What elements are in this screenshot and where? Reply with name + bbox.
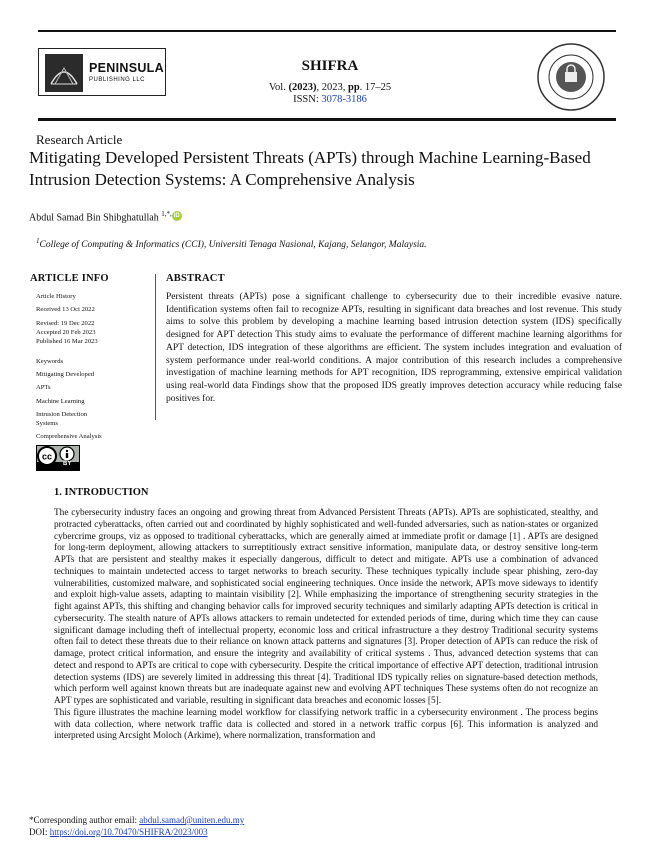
publisher-name: PENINSULA [89, 61, 164, 75]
article-history-label: Article History [36, 293, 76, 300]
volume-line: Vol. (2023), 2023, pp. 17–25 [268, 82, 392, 93]
section-heading-introduction: 1. INTRODUCTION [54, 487, 149, 498]
column-divider [155, 274, 156, 420]
revised-date: Revised: 19 Dec 2022 [36, 320, 95, 327]
author-email-link[interactable]: abdul.samad@uniten.edu.my [139, 815, 245, 825]
doi-link[interactable]: https://doi.org/10.70470/SHIFRA/2023/003 [49, 826, 208, 837]
issn-line: ISSN: 3078-3186 [293, 94, 367, 105]
accepted-date: Accepted 20 Feb 2023 [36, 329, 96, 336]
journal-name: SHIFRA [301, 58, 359, 74]
issn-link[interactable]: 3078-3186 [321, 94, 367, 105]
publisher-logo [38, 48, 166, 96]
keywords-label: Keywords [36, 358, 64, 365]
affiliation: $^1$College of Computing & Informatics (CCI), Universiti Tenaga Nasional, Kajang, Selangor, Malaysia. [36, 237, 427, 251]
cc-license-icon[interactable] [36, 445, 80, 471]
paragraph: This figure illustrates the machine learning model workflow for classifying network traffic in a cybersecurity environment . The process begins with data collection, where network traffic data is collected and stored in a network traffic corpus [6]. This information is analyzed and interpreted using Arcsight Moloch (Arkime), where normalization, transformation and [54, 707, 598, 742]
abstract-text: Persistent threats (APTs) pose a significant challenge to cybersecurity due to their incredible evasive nature. Identification systems often fail to recognize APTs, resulting in significant data breaches and lost revenue. This study aims to solve this problem by developing a machine learning based intrusion detection system (IDS) specifically designed for APT detection This study aims to evaluate the performance of different machine learning algorithms for APT detection, IDS integration of these algorithms are efficient. The system includes integration and evaluation of system performance under real-world conditions. A major contribution of this research includes a comprehensive investigation of machine learning methods for APT recognition, IDS reprogramming, extensive empirical validation using real-world data Findings show that the proposed IDS greatly improves detection accuracy while reducing false positives for. [166, 292, 622, 404]
publisher-logo-mark-icon [45, 54, 83, 92]
article-info-heading: ARTICLE INFO [30, 273, 109, 284]
footnote [29, 815, 244, 838]
header-rule [38, 118, 616, 121]
paragraph: The cybersecurity industry faces an ongoing and growing threat from Advanced Persistent Threats (APTs). APTs are sophisticated, stealthy, and protracted cyberattacks, often carried out and coordinated by highly sophisticated and well-funded adversaries, such as nation-states or organized cybercrime groups, viz as opposed to traditional cyberattacks, which are generally aimed at immediate profit or damage [1] . APTs are designed for long-term deployment, allowing attackers to surreptitiously extract sensitive information, manipulate data, or destroy sensitive long-term APTs that are persistent and stealthy makes it especially dangerous, difficult to detect and mitigate. APTs use a combination of advanced techniques to maintain undetected access to target networks to breach security. These techniques typically include spear phishing, zero-day vulnerabilities, customized malware, and sophisticated social engineering techniques. Once inside the network, APTs move sideways to identify and exploit high-value assets, adapting to maintain visibility [2]. While emphasizing the importance of strengthening security strategies in the fight against APTs, this shifting and changing behavior calls for improved security techniques and similarly adapting APTs detection is critical in cybersecurity. The stealth nature of APTs allows attackers to remain undetected for extended periods of time, during which time they can cause significant damage including theft of intellectual property, economic loss and critical infrastructure a they destroy Traditional security systems often fail to detect these threats due to their reliance on known attack patterns and signatures [3]. Proper detection of APTs can reduce the risk of damage, protect critical information, and ensure the integrity and availability of critical systems . Thus, advanced detection systems that can detect and respond to APTs are critical to cope with cybersecurity. Despite the critical importance of effective APT detection, traditional intrusion detection systems (IDS) are severely limited in addressing this threat [4]. Traditional IDS typically relies on signature-based detection methods, which perform well against known threats but are inadequate against new and evolving APT techniques These systems often do not recognize an APT types are sophisticated and variable, resulting in significant data breaches and economic losses [5]. [54, 508, 598, 706]
journal-header [200, 58, 460, 105]
article-title: Mitigating Developed Persistent Threats (APTs) through Machine Learning-Based Intrusion Detection Systems: A Comprehensive Analysis [29, 148, 591, 189]
top-rule [38, 30, 616, 32]
publisher-subname: PUBLISHING LLC [89, 77, 146, 83]
abstract-heading: ABSTRACT [166, 273, 225, 284]
keyword-item: Comprehensive Analysis [36, 433, 102, 440]
introduction-body [54, 508, 598, 743]
author-line [29, 210, 182, 223]
keyword-item: Machine Learning [36, 398, 85, 405]
corresponding-author: *Corresponding author email: abdul.samad@uniten.edu.my [29, 815, 245, 825]
keyword-item: Mitigating Developed [36, 371, 95, 378]
svg-text:cc: cc [41, 451, 53, 462]
received-date: Received 13 Oct 2022 [36, 306, 95, 313]
author-marks: 1,*, [161, 210, 172, 218]
doi-line: DOI: https://doi.org/10.70470/SHIFRA/2023/003 [29, 826, 208, 837]
orcid-icon[interactable]: iD [173, 213, 180, 220]
keyword-item: APTs [36, 384, 51, 391]
cc-by-label: BY [63, 461, 72, 467]
author-name: Abdul Samad Bin Shibghatullah [29, 212, 162, 224]
published-date: Published 16 Mar 2023 [36, 338, 98, 345]
keyword-item: Intrusion Detection Systems [36, 411, 88, 427]
journal-seal-icon [536, 42, 606, 112]
article-type: Research Article [36, 132, 123, 147]
